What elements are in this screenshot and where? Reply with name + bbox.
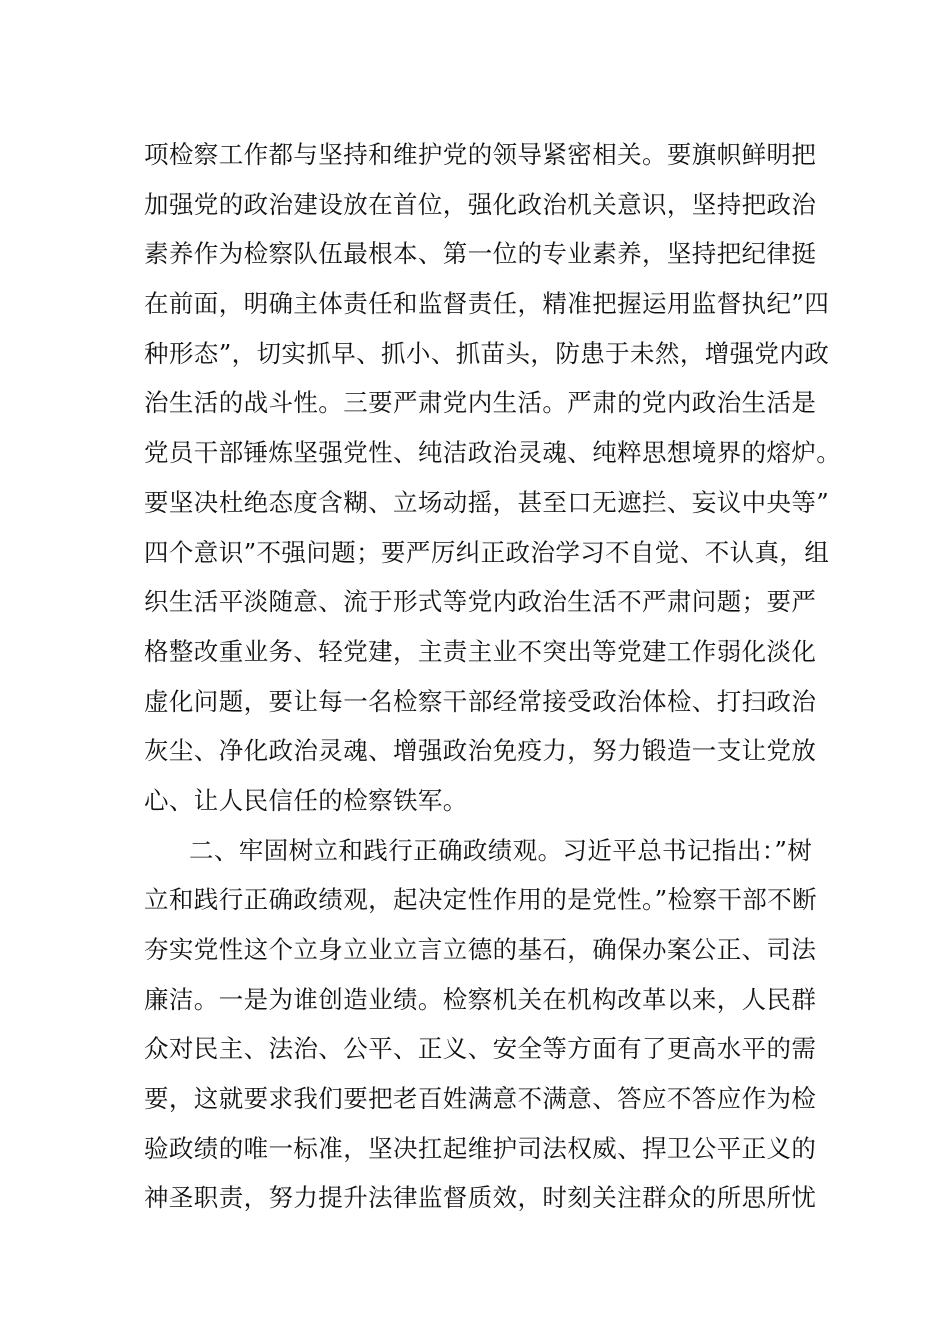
text-line: 心、让人民信任的检察铁军。 [144,785,468,815]
text-line: 四个意识”不强问题；要严厉纠正政治学习不自觉、不认真，组 [144,537,830,567]
text-line: 验政绩的唯一标准，坚决扛起维护司法权威、捍卫公平正义的 [144,1133,817,1163]
text-line: 在前面，明确主体责任和监督责任，精准把握运用监督执纪”四 [144,289,830,319]
text-line: 织生活平淡随意、流于形式等党内政治生活不严肃问题；要严 [144,587,817,617]
text-line: 灰尘、净化政治灵魂、增强政治免疫力，努力锻造一支让党放 [144,736,817,766]
text-line: 加强党的政治建设放在首位，强化政治机关意识，坚持把政治 [144,189,817,219]
text-line: 素养作为检察队伍最根本、第一位的专业素养，坚持把纪律挺 [144,239,817,269]
text-line: 立和践行正确政绩观，起决定性作用的是党性。”检察干部不断 [144,885,817,915]
text-line: 夯实党性这个立身立业立言立德的基石，确保办案公正、司法 [144,935,817,964]
text-line: 种形态”，切实抓早、抓小、抓苗头，防患于未然，增强党内政 [144,338,830,368]
text-line: 要坚决杜绝态度含糊、立场动摇，甚至口无遮拦、妄议中央等” [144,487,830,517]
text-line: 项检察工作都与坚持和维护党的领导紧密相关。要旗帜鲜明把 [144,140,817,169]
text-line: 虚化问题，要让每一名检察干部经常接受政治体检、打扫政治 [144,686,817,716]
text-line: 要，这就要求我们要把老百姓满意不满意、答应不答应作为检 [144,1084,817,1114]
text-line: 神圣职责，努力提升法律监督质效，时刻关注群众的所思所忧 [144,1183,817,1213]
body-text [144,130,842,1223]
text-line: 治生活的战斗性。三要严肃党内生活。严肃的党内政治生活是 [144,388,817,418]
text-line: 众对民主、法治、公平、正义、安全等方面有了更高水平的需 [144,1034,817,1064]
text-line: 廉洁。一是为谁创造业绩。检察机关在机构改革以来，人民群 [144,984,817,1014]
text-line: 党员干部锤炼坚强党性、纯洁政治灵魂、纯粹思想境界的熔炉。 [144,438,842,468]
paragraph-start-line: 二、牢固树立和践行正确政绩观。习近平总书记指出：”树 [189,835,813,865]
text-line: 格整改重业务、轻党建，主责主业不突出等党建工作弱化淡化 [144,636,817,666]
